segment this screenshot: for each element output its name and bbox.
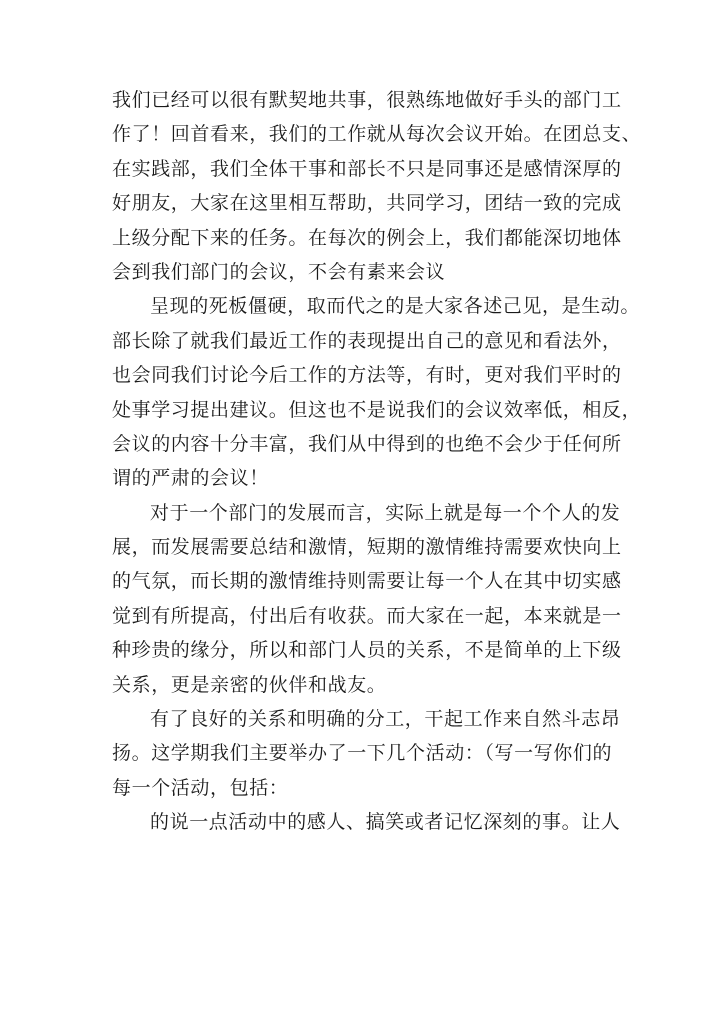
paragraph-start-line: 的说一点活动中的感人、搞笑或者记忆深刻的事。让人 [150,811,621,834]
text-line: 我们已经可以很有默契地共事，很熟练地做好手头的部门工 [112,89,622,111]
text-line: 部长除了就我们最近工作的表现提出自己的意见和看法外， [112,329,622,352]
text-line: 处事学习提出建议。但这也不是说我们的会议效率低，相反， [112,398,642,421]
paragraph-start-line: 有了良好的关系和明确的分工，干起工作来自然斗志昂 [150,708,621,731]
text-line: 会到我们部门的会议，不会有素来会议 [112,260,446,283]
text-line: 谓的严肃的会议！ [112,467,269,490]
text-line: 每一个活动，包括： [112,776,289,799]
text-line: 会议的内容十分丰富，我们从中得到的也绝不会少于任何所 [112,432,622,455]
text-line: 觉到有所提高，付出后有收获。而大家在一起，本来就是一 [112,604,622,627]
text-line: 也会同我们讨论今后工作的方法等，有时，更对我们平时的 [112,364,622,387]
text-line: 关系，更是亲密的伙伴和战友。 [112,673,387,696]
text-line: 扬。这学期我们主要举办了一下几个活动：（写一写你们的 [112,742,613,765]
text-line: 展，而发展需要总结和激情，短期的激情维持需要欢快向上 [112,536,622,559]
text-line: 在实践部，我们全体干事和部长不只是同事还是感情深厚的 [112,157,622,180]
paragraph-start-line: 呈现的死板僵硬，取而代之的是大家各述己见，是生动。 [150,295,641,318]
text-line: 好朋友，大家在这里相互帮助，共同学习，团结一致的完成 [112,192,622,215]
text-line: 上级分配下来的任务。在每次的例会上，我们都能深切地体 [112,226,622,249]
text-line: 作了！回首看来，我们的工作就从每次会议开始。在团总支、 [112,123,642,146]
text-line: 种珍贵的缘分，所以和部门人员的关系，不是简单的上下级 [112,639,622,662]
text-line: 的气氛，而长期的激情维持则需要让每一个人在其中切实感 [112,570,622,593]
paragraph-start-line: 对于一个部门的发展而言，实际上就是每一个个人的发 [150,501,621,524]
document-body [112,83,642,840]
